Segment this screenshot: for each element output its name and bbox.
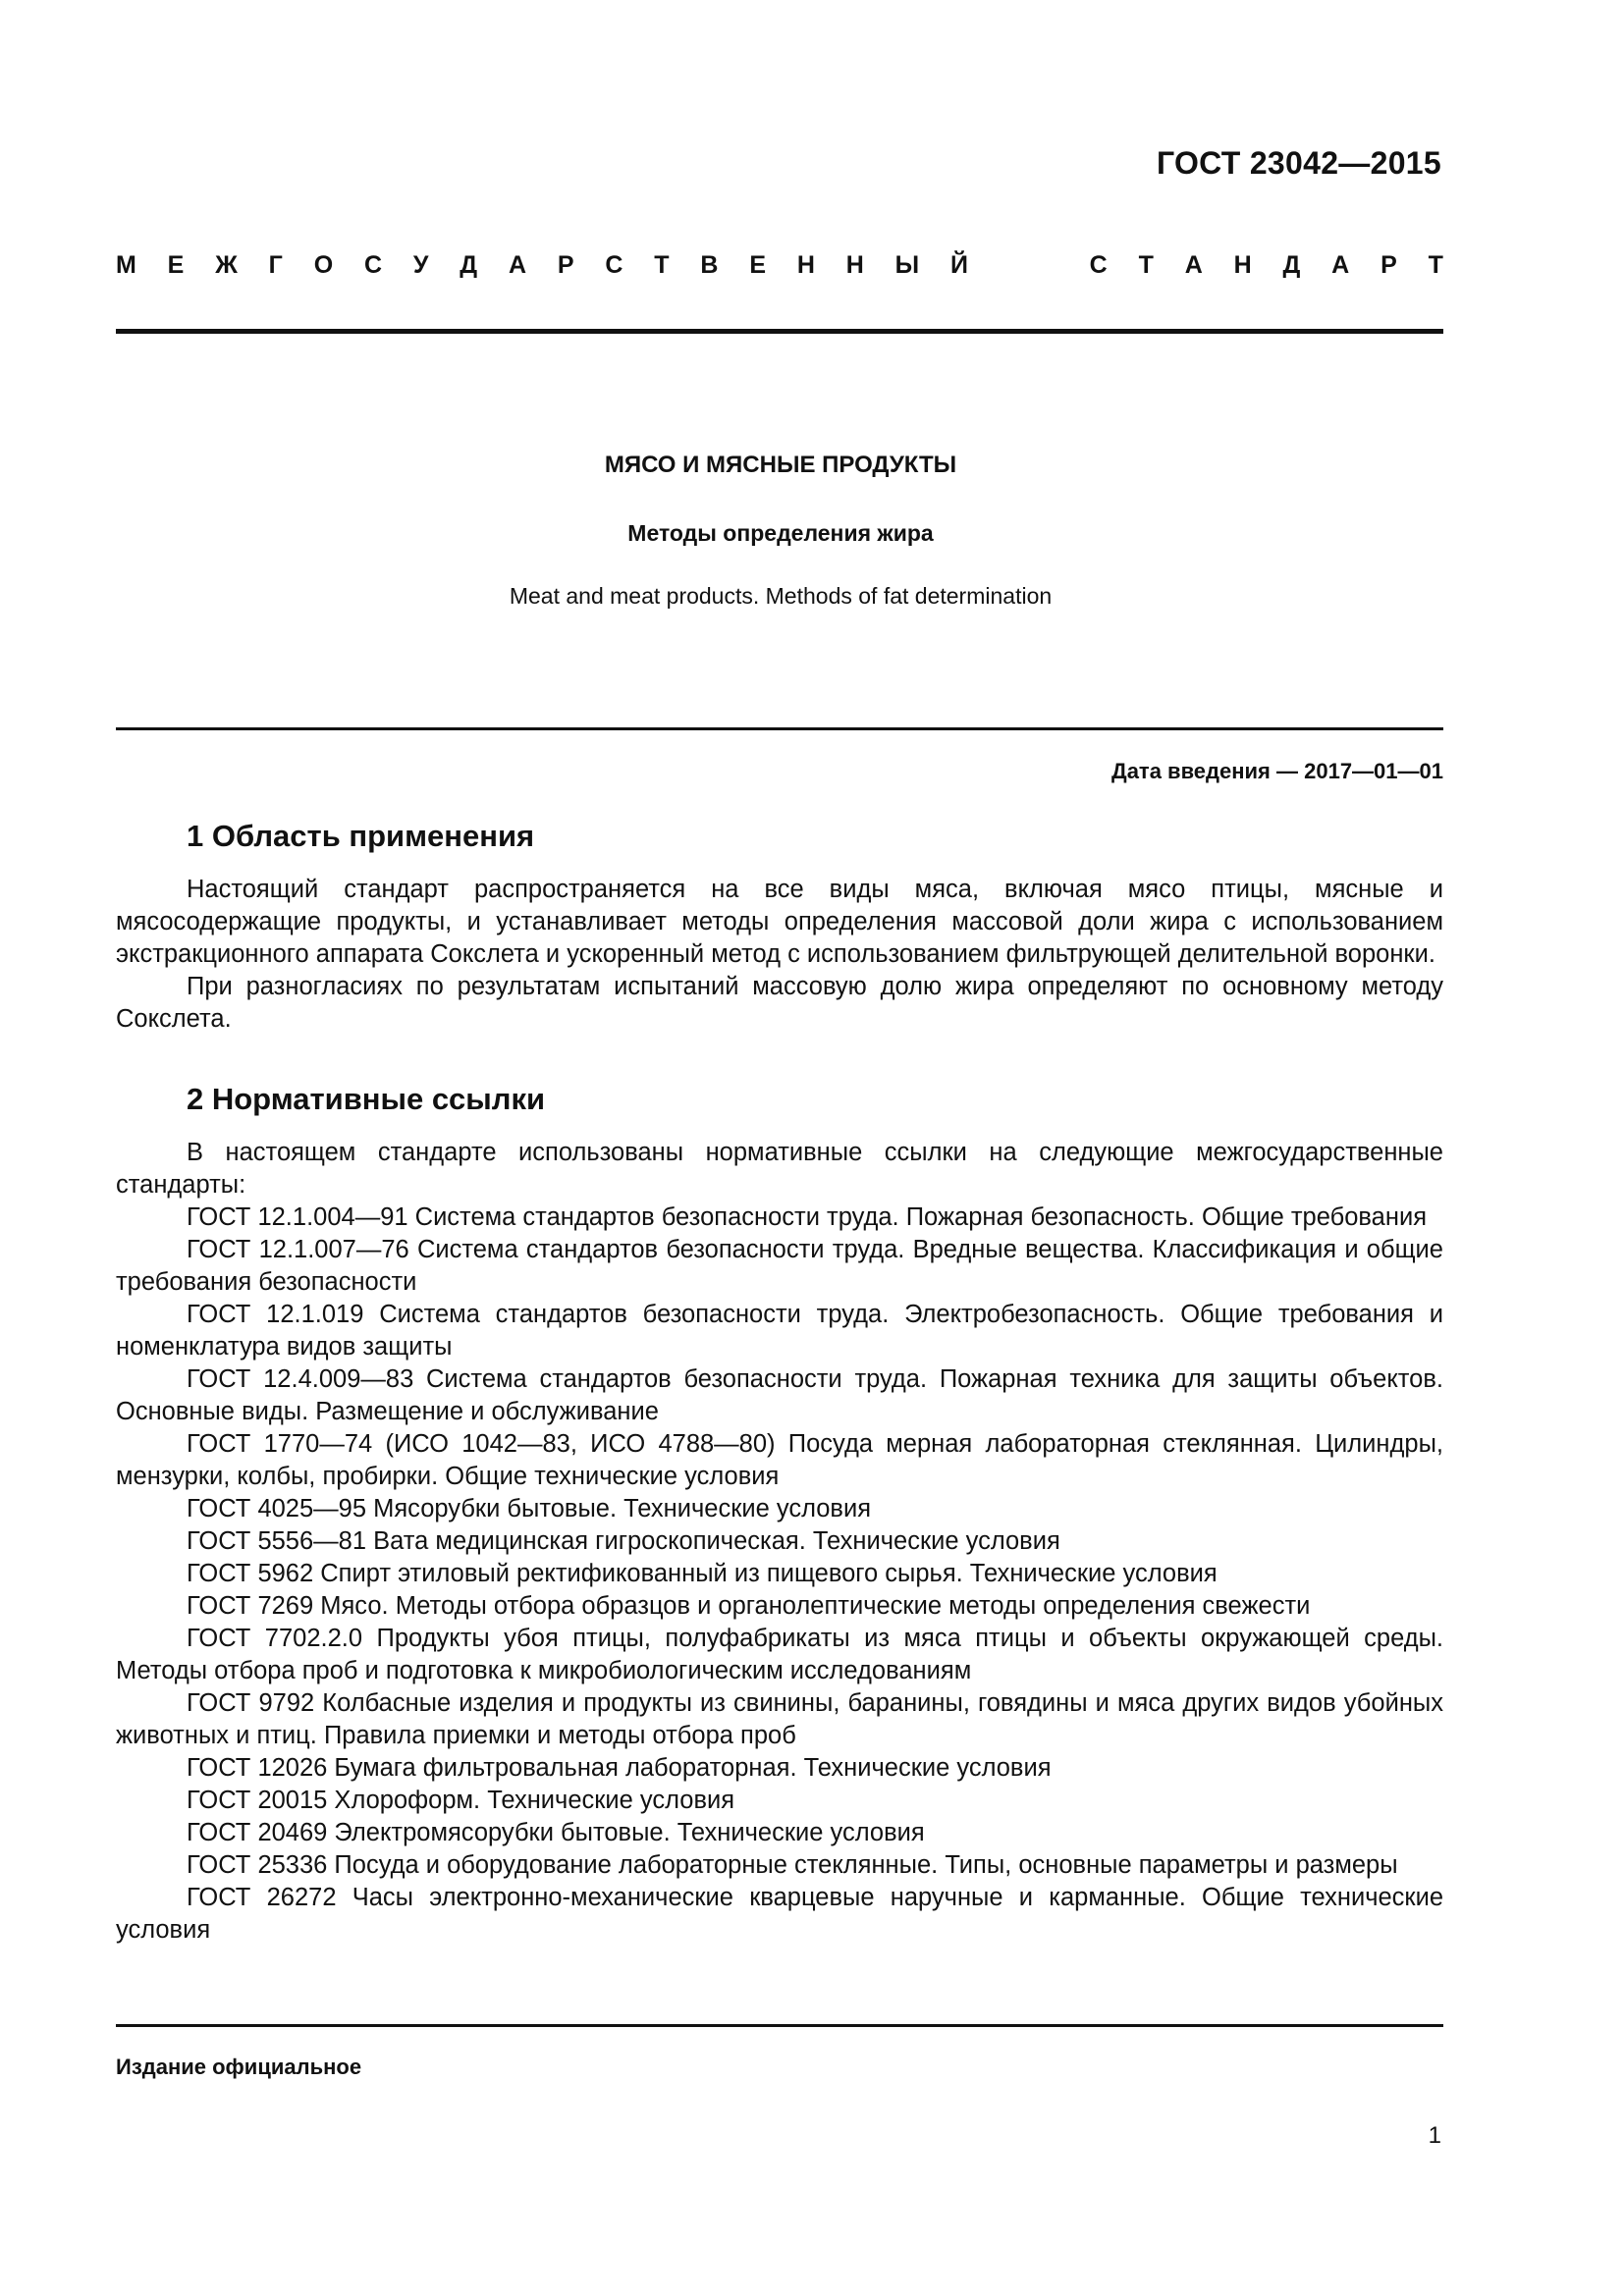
banner-letter: Н	[1233, 251, 1252, 279]
banner-letter: С	[363, 251, 383, 279]
document-english-title: Meat and meat products. Methods of fat determination	[509, 583, 1053, 609]
paragraph: Настоящий стандарт распространяется на все виды мяса, включая мясо птицы, мясные и мясосодержащие продукты, и устанавливает методы определения массовой доли жира с использованием экстракционного аппарата Сокслета и ускоренный метод с использованием фильтрующей делительной воронки.	[116, 876, 1443, 968]
banner-letter: А	[1331, 251, 1350, 279]
banner-letter: А	[508, 251, 527, 279]
reference-item: ГОСТ 1770—74 (ИСО 1042—83, ИСО 4788—80) Посуда мерная лабораторная стеклянная. Цилиндры, мензурки, колбы, пробирки. Общие технические условия	[116, 1430, 1443, 1490]
reference-item: ГОСТ 12026 Бумага фильтровальная лабораторная. Технические условия	[187, 1754, 1052, 1782]
section-scope	[116, 817, 1443, 1036]
banner-letter: Н	[845, 251, 864, 279]
banner-letter: Р	[557, 251, 574, 279]
banner-letter: Т	[1428, 251, 1443, 279]
banner-letter: Е	[167, 251, 185, 279]
document-title: МЯСО И МЯСНЫЕ ПРОДУКТЫ	[604, 452, 957, 478]
banner-letter: С	[605, 251, 623, 279]
banner-letter: М	[116, 251, 136, 279]
reference-item: ГОСТ 12.4.009—83 Система стандартов безопасности труда. Пожарная техника для защиты объектов. Основные виды. Размещение и обслуживание	[116, 1365, 1443, 1425]
reference-item: ГОСТ 5962 Спирт этиловый ректификованный из пищевого сырья. Технические условия	[187, 1560, 1218, 1587]
header-rule	[116, 329, 1443, 334]
reference-list	[116, 1201, 1443, 1947]
banner-letter: Г	[268, 251, 283, 279]
banner-letter: А	[1184, 251, 1203, 279]
banner-letter: Ж	[215, 251, 238, 279]
title-rule	[116, 727, 1443, 730]
footer-rule	[116, 2024, 1443, 2027]
banner-letter: У	[412, 251, 429, 279]
banner-letter: Н	[796, 251, 815, 279]
banner-letter: Д	[460, 251, 478, 279]
reference-item: ГОСТ 20015 Хлороформ. Технические условия	[187, 1787, 735, 1814]
banner-letter: Д	[1282, 251, 1301, 279]
banner-word-gap	[1000, 251, 1058, 280]
reference-item: ГОСТ 12.1.007—76 Система стандартов безопасности труда. Вредные вещества. Классификация и общие требования безопасности	[116, 1236, 1443, 1296]
reference-item: ГОСТ 12.1.019 Система стандартов безопасности труда. Электробезопасность. Общие требования и номенклатура видов защиты	[116, 1301, 1443, 1361]
section-heading: 2 Нормативные ссылки	[187, 1082, 546, 1116]
official-edition-label: Издание официальное	[116, 2055, 362, 2079]
section-normative-references	[116, 1080, 1443, 1947]
reference-item: ГОСТ 7702.2.0 Продукты убоя птицы, полуфабрикаты из мяса птицы и объекты окружающей среды. Методы отбора проб и подготовка к микробиологическим исследованиям	[116, 1625, 1443, 1684]
banner-letter: В	[700, 251, 719, 279]
page-number: 1	[1428, 2122, 1441, 2149]
banner-letter: Ы	[894, 251, 920, 279]
reference-item: ГОСТ 7269 Мясо. Методы отбора образцов и органолептические методы определения свежести	[187, 1592, 1311, 1620]
banner-letter: Р	[1380, 251, 1397, 279]
banner-letter: О	[313, 251, 334, 279]
reference-item: ГОСТ 26272 Часы электронно-механические кварцевые наручные и карманные. Общие технические условия	[116, 1884, 1443, 1944]
banner-letter: Й	[950, 251, 968, 279]
reference-item: ГОСТ 9792 Колбасные изделия и продукты из свинины, баранины, говядины и мяса других видов убойных животных и птиц. Правила приемки и методы отбора проб	[116, 1689, 1443, 1749]
reference-item: ГОСТ 5556—81 Вата медицинская гигроскопическая. Технические условия	[187, 1527, 1060, 1555]
introduction-date: Дата введения — 2017—01—01	[1111, 759, 1443, 783]
interstate-standard-banner	[116, 251, 1443, 280]
banner-letter: Т	[654, 251, 670, 279]
document-number: ГОСТ 23042—2015	[1156, 145, 1441, 181]
reference-item: ГОСТ 20469 Электромясорубки бытовые. Технические условия	[187, 1819, 925, 1846]
banner-letter: Е	[749, 251, 767, 279]
section-heading: 1 Область применения	[187, 819, 535, 853]
reference-item: ГОСТ 4025—95 Мясорубки бытовые. Технические условия	[187, 1495, 872, 1522]
reference-item: ГОСТ 12.1.004—91 Система стандартов безопасности труда. Пожарная безопасность. Общие требования	[187, 1203, 1427, 1231]
reference-item: ГОСТ 25336 Посуда и оборудование лабораторные стеклянные. Типы, основные параметры и размеры	[187, 1851, 1398, 1879]
banner-letter: Т	[1138, 251, 1154, 279]
document-subtitle: Методы определения жира	[627, 520, 934, 546]
banner-letter: С	[1089, 251, 1108, 279]
paragraph: При разногласиях по результатам испытаний массовую долю жира определяют по основному методу Сокслета.	[116, 973, 1443, 1033]
paragraph: В настоящем стандарте использованы нормативные ссылки на следующие межгосударственные стандарты:	[116, 1139, 1443, 1199]
